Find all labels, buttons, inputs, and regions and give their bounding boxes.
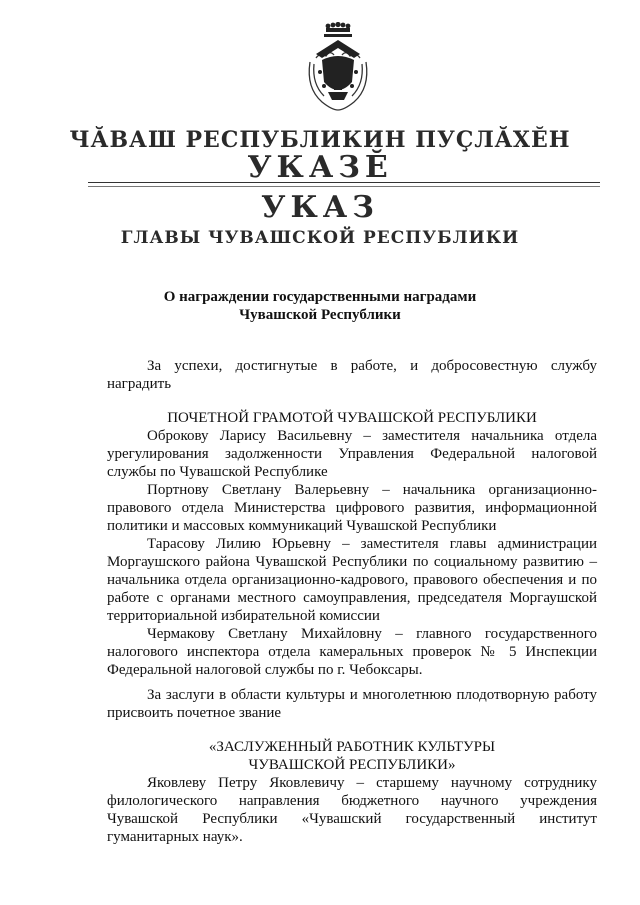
award2-heading-line1: «ЗАСЛУЖЕННЫЙ РАБОТНИК КУЛЬТУРЫ — [208, 739, 496, 755]
header-divider — [88, 182, 600, 183]
award1-heading: ПОЧЕТНОЙ ГРАМОТОЙ ЧУВАШСКОЙ РЕСПУБЛИКИ — [167, 410, 537, 426]
award1-person-2: Портнову Светлану Валерьевну – начальника организационно-правового отдела Министерства цифрового развития, информационной политики и массовых коммуникаций Чувашской Республики — [107, 482, 597, 534]
chuvash-header-line: ЧӐВАШ РЕСПУБЛИКИН ПУҪЛĂХĔН — [69, 127, 571, 153]
document-title-line1: О награждении государственными наградами — [163, 289, 477, 305]
intro2-paragraph — [107, 686, 597, 722]
award1-person-1: Оброкову Ларису Васильевну – заместителя начальника отдела урегулирования задолженности Управления Федеральной налоговой службы по Чувашской Республике — [107, 428, 597, 480]
intro2-text: За заслуги в области культуры и многолетнюю плодотворную работу присвоить почетное звание — [107, 687, 597, 721]
header-divider-thin — [88, 186, 600, 187]
award1-person-3: Тарасову Лилию Юрьевну – заместителя главы администрации Моргаушского района Чувашской Республики по социальному развитию – начальника отдела организационно-кадрового, правового обеспечения и по работе с органами местного самоуправления, председателя Моргаушской территориальной избирательной комиссии — [107, 536, 597, 624]
award2-person-1: Яковлеву Петру Яковлевичу – старшему научному сотруднику филологического направления бюджетного научного учреждения Чувашской Республики «Чувашский государственный институт гуманитарных наук». — [107, 775, 597, 845]
intro-text: За успехи, достигнутые в работе, и добросовестную службу наградить — [107, 358, 597, 392]
chuvash-coat-of-arms-icon — [300, 22, 376, 112]
document-title-line2: Чувашской Республики — [239, 307, 401, 323]
intro-paragraph — [107, 357, 597, 393]
award1-person-4: Чермакову Светлану Михайловну – главного государственного налогового инспектора отдела камеральных проверок № 5 Инспекции Федеральной налоговой службы по г. Чебоксары. — [107, 626, 597, 678]
head-of-republic-title: ГЛАВЫ ЧУВАШСКОЙ РЕСПУБЛИКИ — [120, 228, 520, 248]
award1-list — [107, 427, 597, 679]
award2-list — [107, 774, 597, 846]
chuvash-ukaze-title: УКАЗĔ — [247, 150, 393, 185]
award2-heading-line2: ЧУВАШСКОЙ РЕСПУБЛИКИ» — [248, 757, 456, 773]
ukaz-title: УКАЗ — [261, 190, 379, 225]
